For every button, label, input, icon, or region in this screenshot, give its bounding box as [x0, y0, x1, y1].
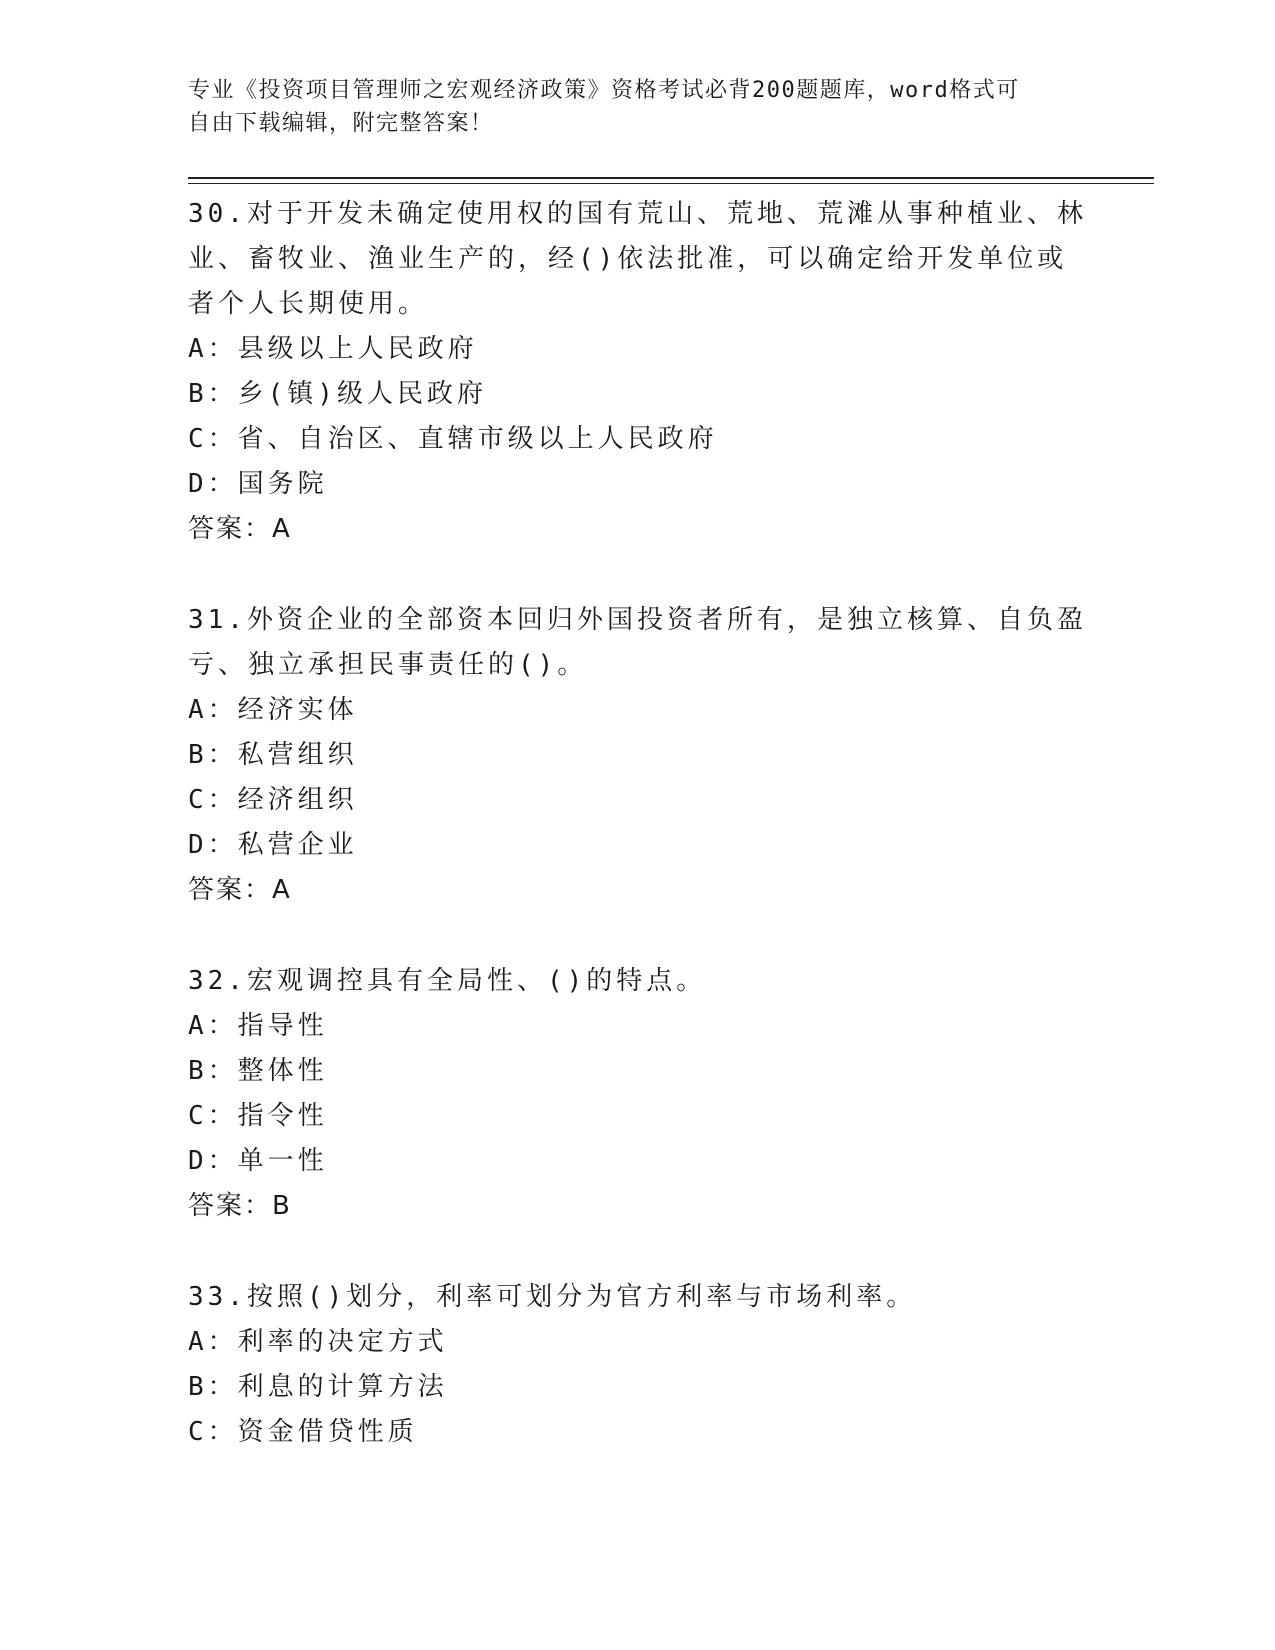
question-text: 31.外资企业的全部资本回归外国投资者所有，是独立核算、自负盈亏、独立承担民事责任的()。: [188, 605, 1087, 680]
option-b: B：乡(镇)级人民政府: [188, 379, 487, 409]
question-text: 32.宏观调控具有全局性、()的特点。: [188, 966, 707, 996]
question-text: 30.对于开发未确定使用权的国有荒山、荒地、荒滩从事种植业、林业、畜牧业、渔业生产的，经()依法批准，可以确定给开发单位或者个人长期使用。: [188, 199, 1087, 319]
question-33: [188, 1275, 1088, 1455]
question-32: [188, 959, 1088, 1229]
option-c: C：资金借贷性质: [188, 1417, 418, 1447]
header-line-2: 自由下载编辑，附完整答案！: [188, 111, 494, 136]
answer-text: 答案：B: [188, 1191, 292, 1221]
option-c: C：经济组织: [188, 785, 358, 815]
option-d: D：私营企业: [188, 830, 358, 860]
answer-text: 答案：A: [188, 875, 292, 905]
question-text: 33.按照()划分，利率可划分为官方利率与市场利率。: [188, 1282, 917, 1312]
header-divider-thick: [188, 177, 1154, 179]
document-header: [188, 74, 1068, 140]
question-30: [188, 192, 1088, 552]
option-a: A：经济实体: [188, 695, 358, 725]
option-a: A：指导性: [188, 1011, 328, 1041]
option-b: B：整体性: [188, 1056, 328, 1086]
option-d: D：单一性: [188, 1146, 328, 1176]
option-a: A：利率的决定方式: [188, 1327, 448, 1357]
header-line-1: 专业《投资项目管理师之宏观经济政策》资格考试必背200题题库，word格式可: [188, 78, 1020, 103]
option-c: C：指令性: [188, 1101, 328, 1131]
option-b: B：利息的计算方法: [188, 1372, 448, 1402]
answer-text: 答案：A: [188, 514, 292, 544]
question-31: [188, 598, 1088, 913]
question-list: [188, 192, 1088, 1501]
option-a: A：县级以上人民政府: [188, 334, 478, 364]
option-b: B：私营组织: [188, 740, 358, 770]
option-c: C：省、自治区、直辖市级以上人民政府: [188, 424, 718, 454]
header-divider-thin: [188, 183, 1154, 184]
option-d: D：国务院: [188, 469, 328, 499]
